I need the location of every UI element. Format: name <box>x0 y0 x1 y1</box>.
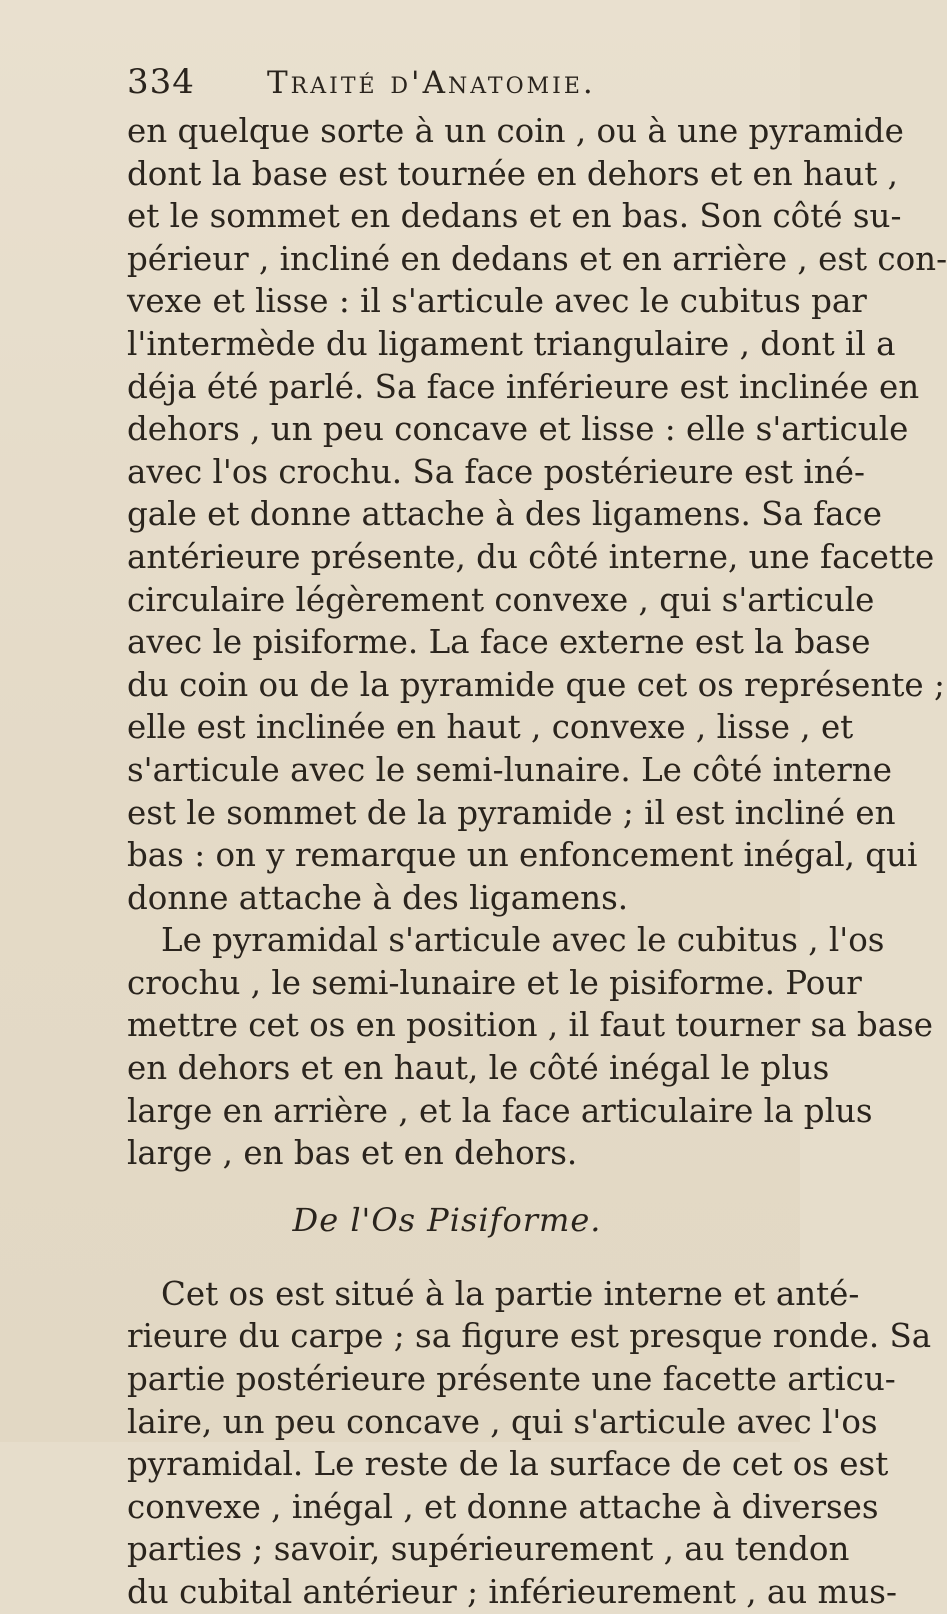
text-line: Le pyramidal s'articule avec le cubitus , l'os <box>161 921 885 960</box>
text-line: rieure du carpe ; sa figure est presque ronde. Sa <box>127 1317 932 1356</box>
text-line: elle est inclinée en haut , convexe , lisse , et <box>127 708 854 747</box>
text-line: du coin ou de la pyramide que cet os représente ; <box>127 665 945 704</box>
text-line: vexe et lisse : il s'articule avec le cubitus par <box>127 282 867 321</box>
running-title: Traité d'Anatomie. <box>267 65 596 101</box>
text-line: est le sommet de la pyramide ; il est incliné en <box>127 793 896 832</box>
text-line: l'intermède du ligament triangulaire , dont il a <box>127 324 896 363</box>
paragraph-pyramidal-description <box>127 110 947 919</box>
paragraph-pyramidal-articulation <box>127 919 934 1175</box>
page-number: 334 <box>127 62 195 102</box>
text-line: pyramidal. Le reste de la surface de cet os est <box>127 1445 889 1484</box>
text-line: mettre cet os en position , il faut tourner sa base <box>127 1006 934 1045</box>
text-line: déja été parlé. Sa face inférieure est inclinée en <box>127 367 920 406</box>
text-line: avec le pisiforme. La face externe est la base <box>127 623 871 662</box>
page-header <box>127 62 760 110</box>
text-line: avec l'os crochu. Sa face postérieure est iné- <box>127 452 865 491</box>
text-line: dehors , un peu concave et lisse : elle s'articule <box>127 410 909 449</box>
text-line: bas : on y remarque un enfoncement inégal, qui <box>127 836 918 875</box>
text-line: circulaire légèrement convexe , qui s'articule <box>127 580 875 619</box>
text-line: du cubital antérieur ; inférieurement , au mus- <box>127 1573 897 1611</box>
text-line: antérieure présente, du côté interne, une facette <box>127 537 935 576</box>
text-line: Cet os est situé à la partie interne et anté- <box>161 1274 860 1313</box>
text-line: en quelque sorte à un coin , ou à une pyramide <box>127 112 904 150</box>
paragraph-pisiforme-description <box>127 1273 932 1614</box>
text-line: s'articule avec le semi-lunaire. Le côté interne <box>127 750 892 789</box>
text-line: laire, un peu concave , qui s'articule avec l'os <box>127 1402 878 1441</box>
text-line: convexe , inégal , et donne attache à diverses <box>127 1487 879 1526</box>
text-line: crochu , le semi-lunaire et le pisiforme. Pour <box>127 963 862 1002</box>
text-line: en dehors et en haut, le côté inégal le plus <box>127 1049 830 1088</box>
text-line: large , en bas et en dehors. <box>127 1134 578 1173</box>
text-line: donne attache à des ligamens. <box>127 878 629 917</box>
text-line: périeur , incliné en dedans et en arrière , est con- <box>127 239 947 278</box>
text-line: dont la base est tournée en dehors et en haut , <box>127 154 899 193</box>
section-title: De l'Os Pisiforme. <box>292 1200 602 1239</box>
text-line: gale et donne attache à des ligamens. Sa face <box>127 495 882 534</box>
text-line: partie postérieure présente une facette articu- <box>127 1360 896 1399</box>
text-line: parties ; savoir, supérieurement , au tendon <box>127 1530 850 1569</box>
text-line: large en arrière , et la face articulaire la plus <box>127 1091 873 1130</box>
text-line: et le sommet en dedans et en bas. Son côté su- <box>127 197 902 236</box>
